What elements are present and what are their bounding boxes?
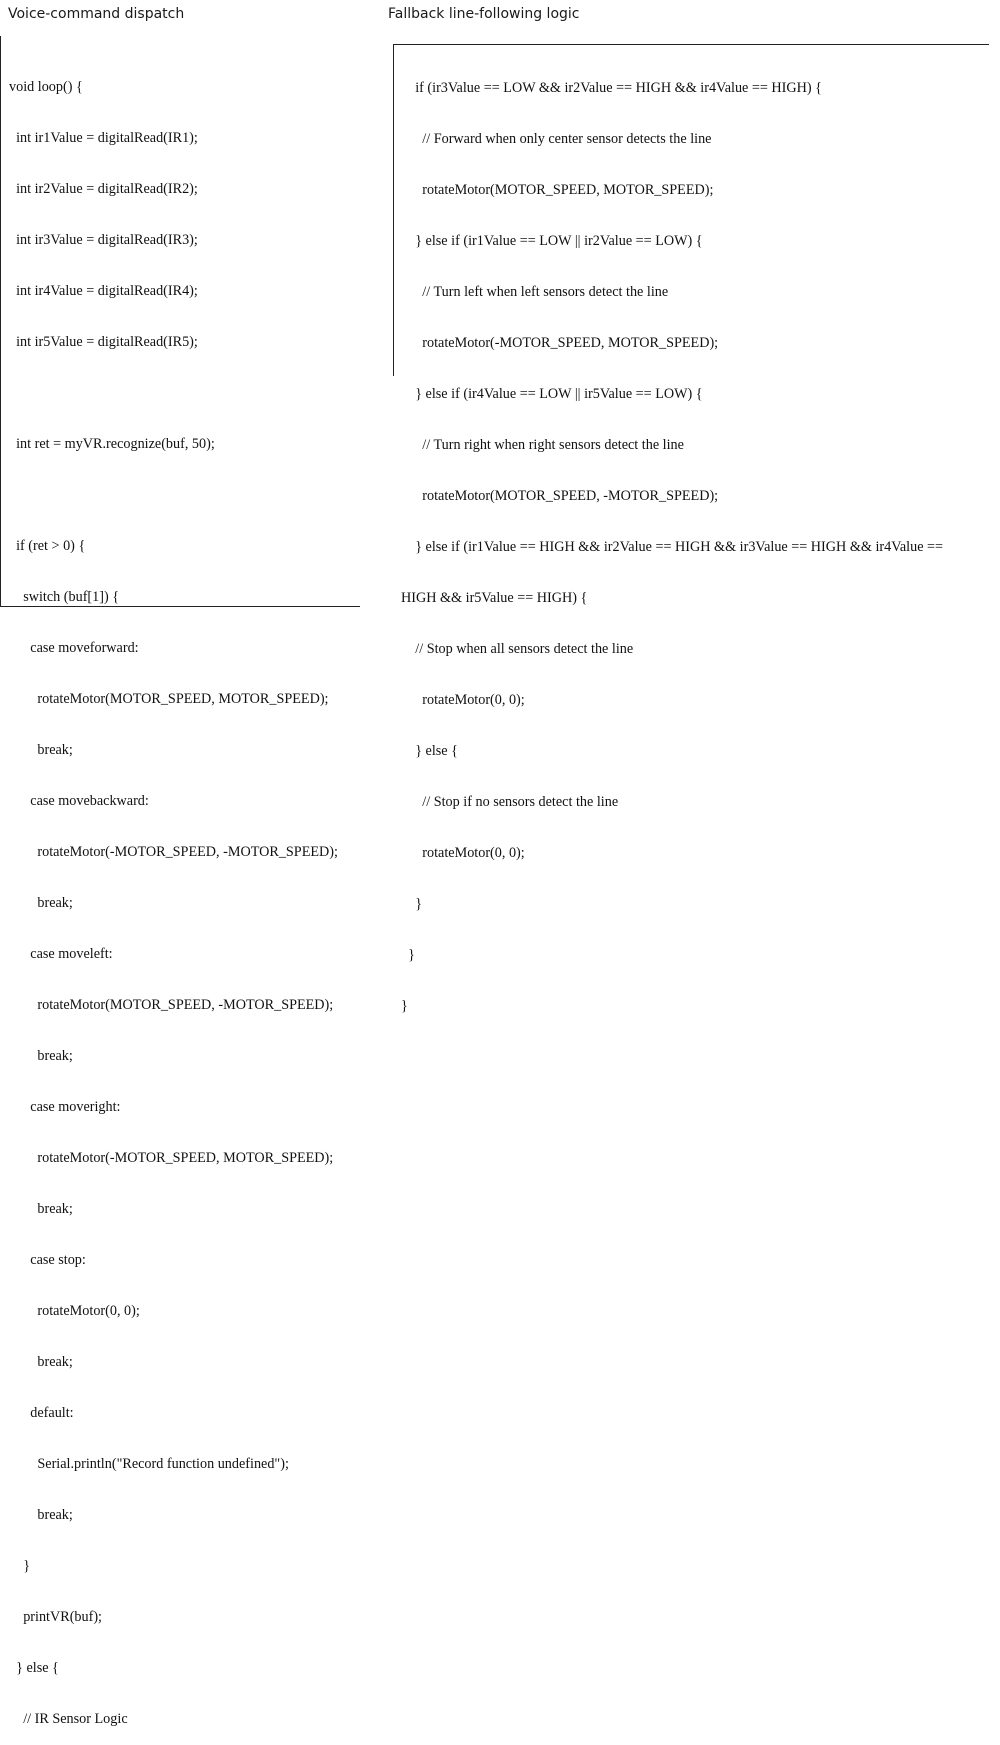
code-line: rotateMotor(MOTOR_SPEED, MOTOR_SPEED);: [401, 182, 714, 198]
code-line: rotateMotor(0, 0);: [401, 845, 525, 861]
code-line: }: [401, 896, 422, 912]
code-line: printVR(buf);: [9, 1609, 102, 1625]
code-line: // Stop when all sensors detect the line: [394, 641, 634, 657]
code-line: case moveforward:: [9, 640, 139, 656]
code-line: } else if (ir1Value == LOW || ir2Value == LOW) {: [401, 233, 703, 249]
code-line: int ir4Value = digitalRead(IR4);: [9, 283, 198, 299]
code-line: break;: [9, 895, 73, 911]
code-line: int ir2Value = digitalRead(IR2);: [9, 181, 198, 197]
left-panel-title: Voice-command dispatch: [8, 6, 185, 22]
code-line: break;: [9, 742, 73, 758]
code-line: } else {: [401, 743, 458, 759]
right-panel-title: Fallback line-following logic: [388, 6, 580, 22]
code-line: [9, 487, 360, 504]
code-line: case stop:: [9, 1252, 86, 1268]
code-line: rotateMotor(-MOTOR_SPEED, -MOTOR_SPEED);: [9, 844, 338, 860]
code-line: int ir1Value = digitalRead(IR1);: [9, 130, 198, 146]
code-line: // Stop if no sensors detect the line: [401, 794, 619, 810]
code-line: }: [401, 947, 415, 963]
code-line: HIGH && ir5Value == HIGH) {: [401, 590, 588, 606]
code-line: rotateMotor(MOTOR_SPEED, -MOTOR_SPEED);: [9, 997, 334, 1013]
code-line: // Forward when only center sensor detects the line: [401, 131, 712, 147]
code-line: int ret = myVR.recognize(buf, 50);: [9, 436, 215, 452]
code-line: } else if (ir4Value == LOW || ir5Value == LOW) {: [401, 386, 703, 402]
code-line: Serial.println("Record function undefined");: [9, 1456, 289, 1472]
code-line: break;: [9, 1354, 73, 1370]
code-line: break;: [9, 1048, 73, 1064]
code-line: int ir3Value = digitalRead(IR3);: [9, 232, 198, 248]
code-line: // Turn right when right sensors detect the line: [401, 437, 684, 453]
code-line: rotateMotor(0, 0);: [9, 1303, 140, 1319]
code-line: }: [9, 1558, 30, 1574]
code-line: rotateMotor(MOTOR_SPEED, -MOTOR_SPEED);: [401, 488, 719, 504]
code-line: break;: [9, 1507, 73, 1523]
code-line: } else if (ir1Value == HIGH && ir2Value == HIGH && ir3Value == HIGH && ir4Value ==: [401, 539, 944, 555]
code-line: rotateMotor(-MOTOR_SPEED, MOTOR_SPEED);: [9, 1150, 334, 1166]
code-line: case movebackward:: [9, 793, 149, 809]
code-line: }: [401, 998, 408, 1014]
code-line: break;: [9, 1201, 73, 1217]
line-following-code-panel: [393, 44, 989, 1014]
code-line: [9, 385, 360, 402]
code-line: rotateMotor(0, 0);: [401, 692, 525, 708]
voice-command-code-panel: [0, 36, 360, 1727]
code-line: rotateMotor(-MOTOR_SPEED, MOTOR_SPEED);: [401, 335, 719, 351]
code-line: switch (buf[1]) {: [9, 589, 120, 605]
code-line: rotateMotor(MOTOR_SPEED, MOTOR_SPEED);: [9, 691, 329, 707]
code-line: int ir5Value = digitalRead(IR5);: [9, 334, 198, 350]
code-line: } else {: [9, 1660, 59, 1676]
code-line: if (ret > 0) {: [9, 538, 86, 554]
code-line: // Turn left when left sensors detect the line: [401, 284, 669, 300]
code-line: default:: [9, 1405, 74, 1421]
code-line: case moveright:: [9, 1099, 121, 1115]
code-line: // IR Sensor Logic: [9, 1711, 128, 1727]
code-line: void loop() {: [9, 79, 83, 95]
code-line: if (ir3Value == LOW && ir2Value == HIGH && ir4Value == HIGH) {: [401, 80, 822, 96]
code-line: case moveleft:: [9, 946, 113, 962]
